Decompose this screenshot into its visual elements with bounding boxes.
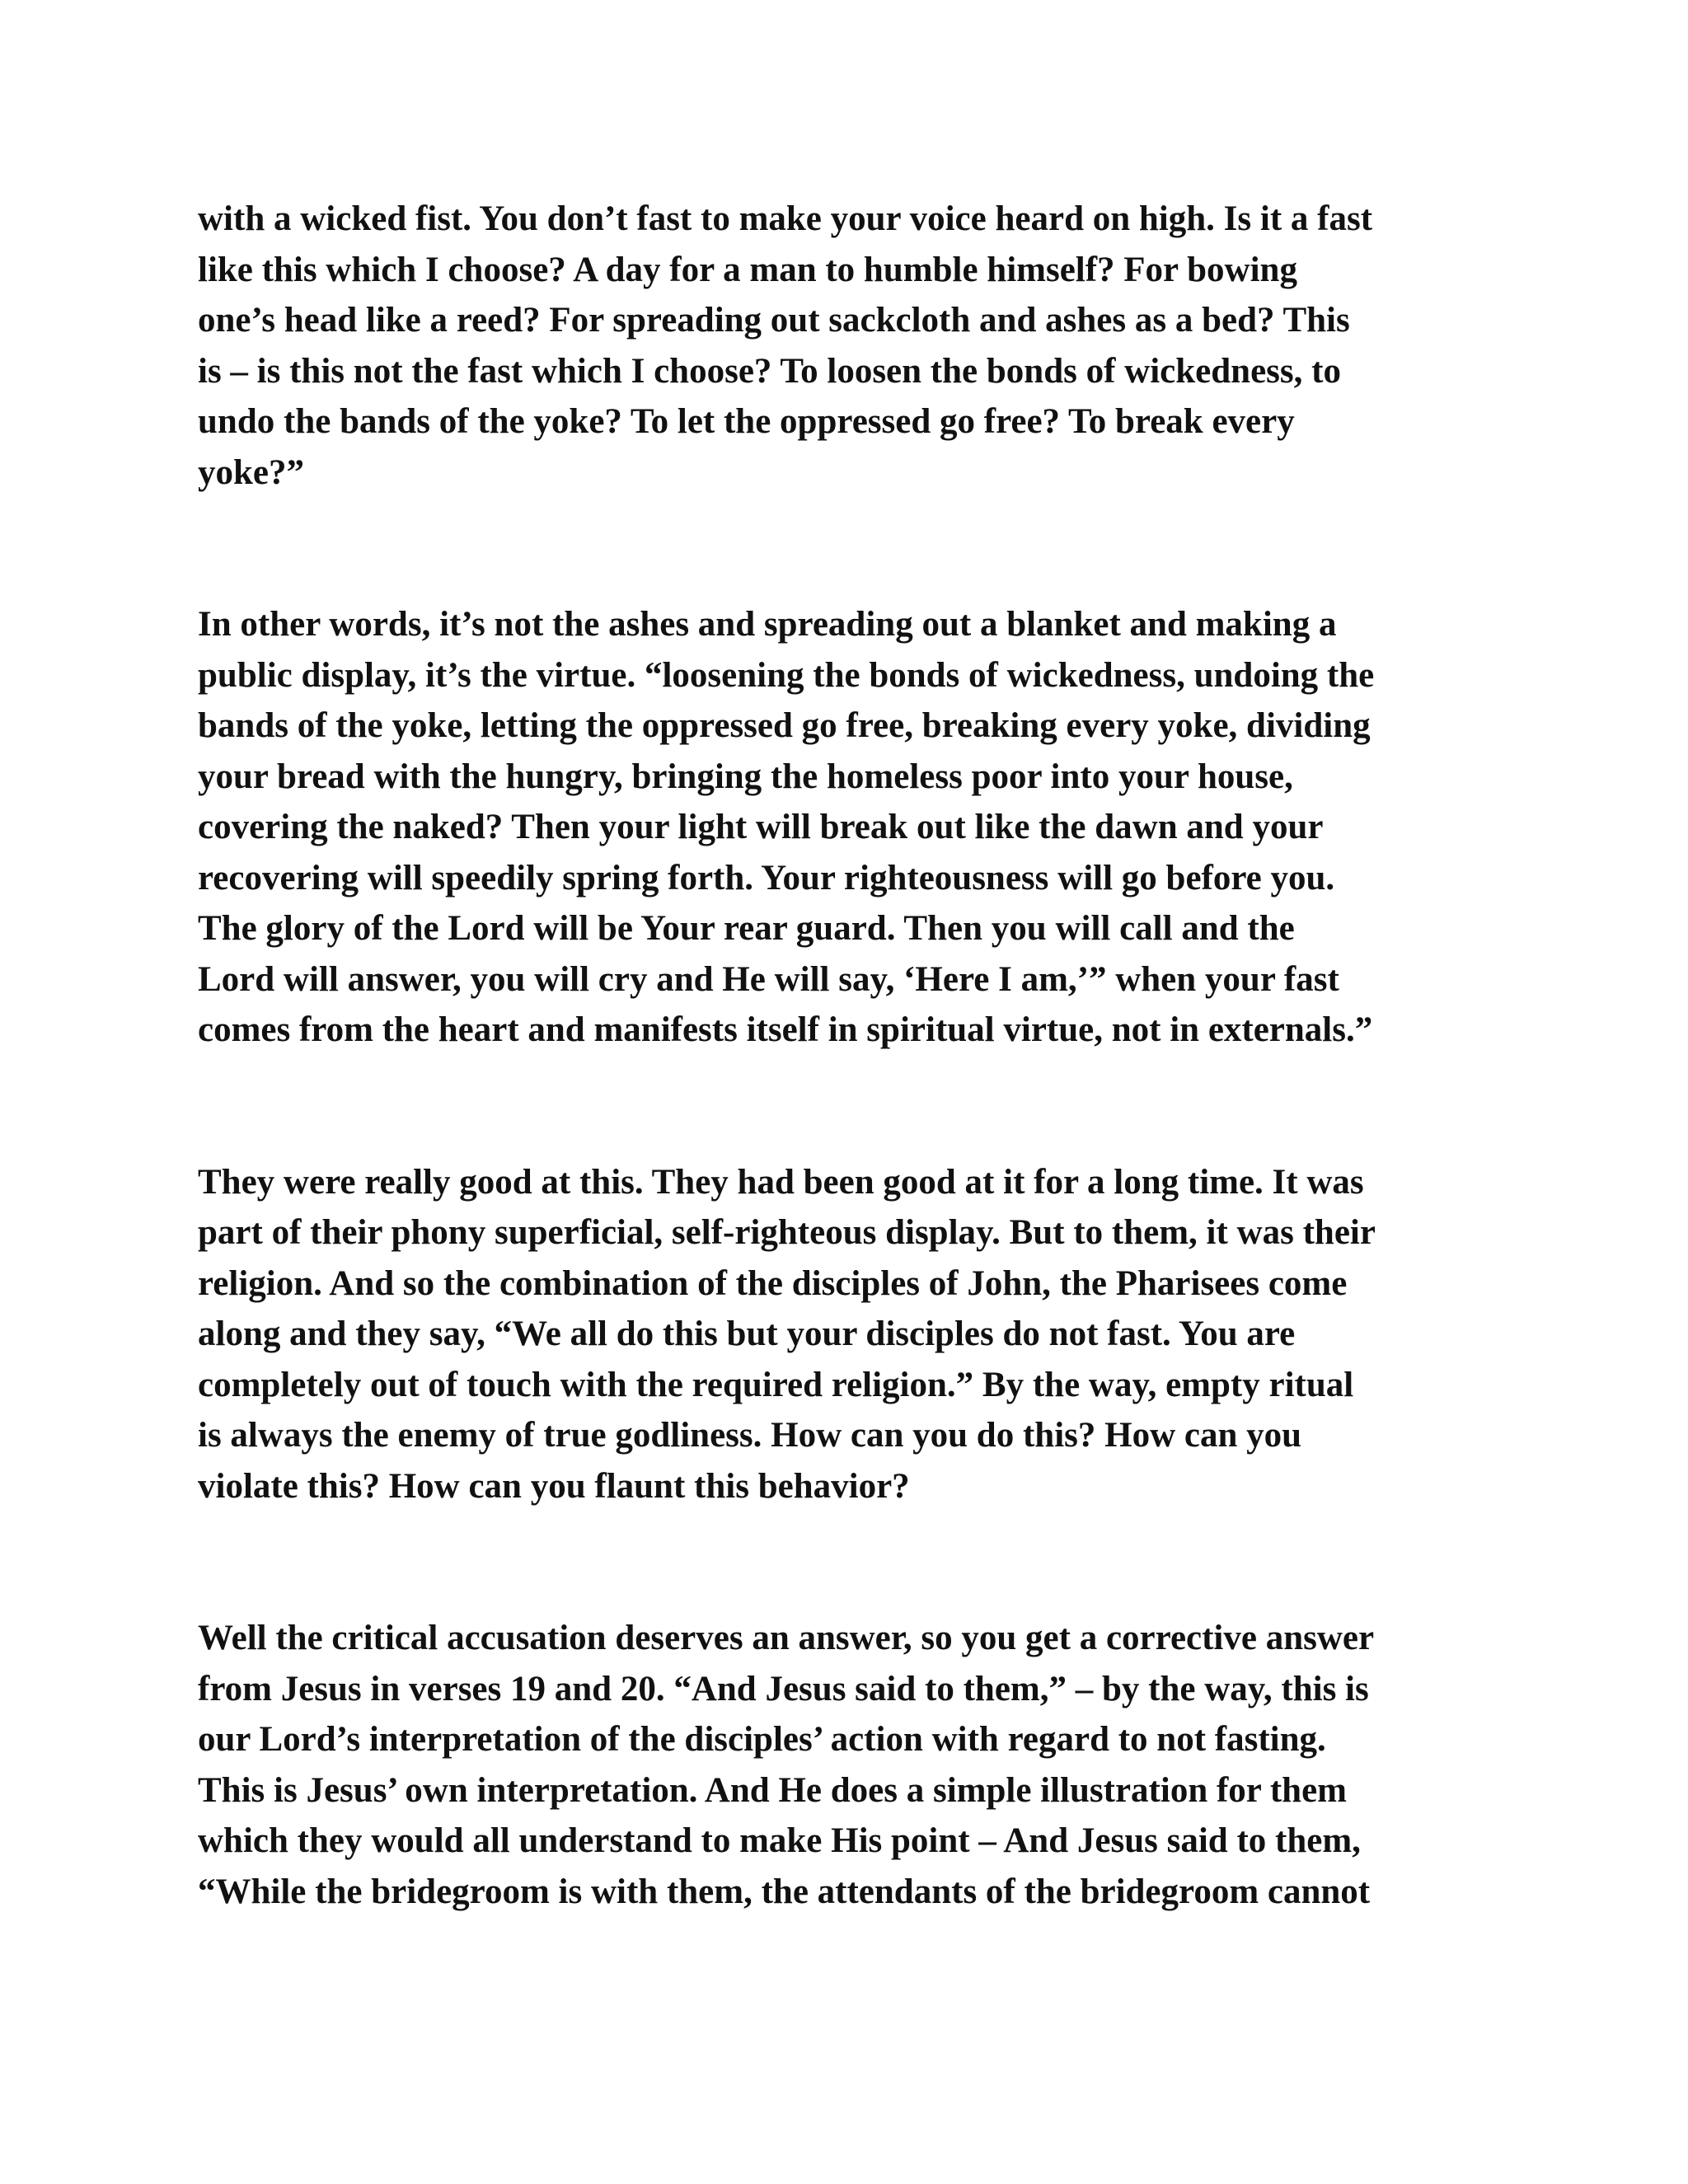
text-line: religion. And so the combination of the disciples of John, the Pharisees come — [198, 1263, 1348, 1303]
paragraph-2 — [198, 599, 1508, 1056]
text-line: one’s head like a reed? For spreading out sackcloth and ashes as a bed? This — [198, 301, 1350, 340]
text-line: your bread with the hungry, bringing the homeless poor into your house, — [198, 757, 1293, 796]
text-line: violate this? How can you flaunt this behavior? — [198, 1466, 910, 1506]
text-line: bands of the yoke, letting the oppressed go free, breaking every yoke, dividing — [198, 706, 1371, 745]
text-line: is – is this not the fast which I choose? To loosen the bonds of wickedness, to — [198, 351, 1341, 391]
text-line: undo the bands of the yoke? To let the oppressed go free? To break every — [198, 402, 1295, 441]
text-line: is always the enemy of true godliness. How can you do this? How can you — [198, 1416, 1302, 1455]
text-line: recovering will speedily spring forth. Your righteousness will go before you. — [198, 858, 1335, 898]
text-line: The glory of the Lord will be Your rear guard. Then you will call and the — [198, 909, 1295, 948]
text-line: from Jesus in verses 19 and 20. “And Jesus said to them,” – by the way, this is — [198, 1669, 1369, 1708]
paragraph-4 — [198, 1613, 1508, 1917]
text-line: This is Jesus’ own interpretation. And He does a simple illustration for them — [198, 1770, 1347, 1810]
text-line: They were really good at this. They had been good at it for a long time. It was — [198, 1162, 1364, 1202]
paragraph-3 — [198, 1157, 1508, 1512]
document-page — [198, 194, 1508, 2018]
text-line: completely out of touch with the required religion.” By the way, empty ritual — [198, 1365, 1354, 1404]
text-line: which they would all understand to make His point – And Jesus said to them, — [198, 1821, 1361, 1860]
text-line: our Lord’s interpretation of the disciples’ action with regard to not fasting. — [198, 1720, 1326, 1759]
text-line: like this which I choose? A day for a man to humble himself? For bowing — [198, 250, 1297, 289]
text-line: Well the critical accusation deserves an answer, so you get a corrective answer — [198, 1619, 1375, 1657]
text-line: Lord will answer, you will cry and He will say, ‘Here I am,’” when your fast — [198, 959, 1339, 999]
text-line: yoke?” — [198, 452, 304, 492]
text-line: along and they say, “We all do this but your disciples do not fast. You are — [198, 1315, 1296, 1353]
text-line: part of their phony superficial, self-righteous display. But to them, it was their — [198, 1213, 1376, 1252]
text-line: covering the naked? Then your light will break out like the dawn and your — [198, 808, 1324, 846]
text-line: In other words, it’s not the ashes and spreading out a blanket and making a — [198, 605, 1337, 644]
text-line: comes from the heart and manifests itself in spiritual virtue, not in externals.” — [198, 1010, 1373, 1049]
text-line: with a wicked fist. You don’t fast to make your voice heard on high. Is it a fast — [198, 199, 1373, 238]
text-line: public display, it’s the virtue. “loosening the bonds of wickedness, undoing the — [198, 655, 1375, 695]
paragraph-1 — [198, 194, 1508, 498]
text-line: “While the bridegroom is with them, the attendants of the bridegroom cannot — [198, 1872, 1371, 1911]
